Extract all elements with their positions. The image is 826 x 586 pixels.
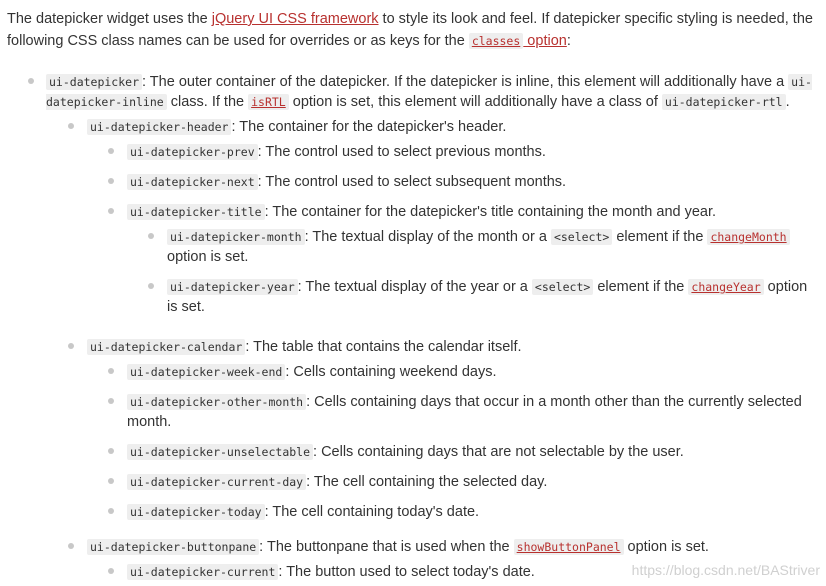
isrtl-option-link[interactable]: isRTL	[248, 94, 289, 110]
item-description: : The button used to select today's date.	[278, 564, 535, 580]
item-datepicker	[46, 72, 818, 112]
select-tag: <select>	[551, 229, 612, 245]
class-name: ui-datepicker-unselectable	[127, 444, 313, 460]
class-name: ui-datepicker-year	[167, 279, 298, 295]
item-next	[127, 172, 817, 192]
class-name: ui-datepicker-buttonpane	[87, 539, 259, 555]
class-name: ui-datepicker-title	[127, 204, 265, 220]
changemonth-option-link[interactable]: changeMonth	[707, 229, 789, 245]
intro-text-3: :	[566, 33, 571, 49]
item-description: : Cells containing weekend days.	[285, 364, 497, 380]
class-name: ui-datepicker-today	[127, 504, 265, 520]
select-tag: <select>	[532, 279, 593, 295]
item-description: : The container for the datepicker's title containing the month and year.	[264, 204, 717, 220]
option-link[interactable]: option	[523, 33, 567, 49]
css-framework-link[interactable]: jQuery UI CSS framework	[211, 11, 379, 27]
item-description: class. If the	[166, 94, 249, 110]
item-month	[167, 227, 817, 267]
bullet-other-month	[108, 398, 114, 404]
bullet-weekend	[108, 368, 114, 374]
bullet-unselectable	[108, 448, 114, 454]
bullet-calendar	[68, 343, 74, 349]
item-description: : The outer container of the datepicker. If the datepicker is inline, this element will additionally have a	[142, 74, 789, 90]
class-name: ui-datepicker-prev	[127, 144, 258, 160]
intro-text-2: to style its look and feel. If datepicker specific styling is needed, the following CSS class names can be used for overrides or as keys for the	[7, 11, 813, 49]
bullet-current	[108, 568, 114, 574]
item-description: option is set.	[167, 249, 249, 265]
class-name: ui-datepicker	[46, 74, 142, 90]
bullet-next	[108, 178, 114, 184]
class-name: ui-datepicker-current-day	[127, 474, 306, 490]
item-today	[127, 502, 817, 522]
class-name: ui-datepicker-other-month	[127, 394, 306, 410]
class-name: ui-datepicker-rtl	[662, 94, 786, 110]
item-other-month	[127, 392, 817, 432]
watermark: https://blog.csdn.net/BAStriver	[631, 562, 820, 578]
item-current-day	[127, 472, 817, 492]
classes-option-link[interactable]: classes	[469, 33, 523, 49]
item-description: .	[785, 94, 790, 110]
item-description: element if the	[593, 279, 689, 295]
class-name: ui-datepicker-next	[127, 174, 258, 190]
bullet-title	[108, 208, 114, 214]
item-calendar	[87, 337, 817, 357]
item-header	[87, 117, 817, 137]
item-year	[167, 277, 817, 317]
item-description: option is set.	[167, 279, 808, 315]
bullet-prev	[108, 148, 114, 154]
item-buttonpane	[87, 537, 817, 557]
bullet-buttonpane	[68, 543, 74, 549]
item-description: : The cell containing the selected day.	[306, 474, 548, 490]
item-description: : The table that contains the calendar itself.	[245, 339, 522, 355]
class-name: ui-datepicker-week-end	[127, 364, 285, 380]
item-description: : The textual display of the year or a	[297, 279, 532, 295]
item-current	[127, 562, 597, 582]
item-description: : The control used to select subsequent months.	[257, 174, 567, 190]
changeyear-option-link[interactable]: changeYear	[688, 279, 763, 295]
intro-paragraph	[7, 8, 819, 52]
bullet-year	[148, 283, 154, 289]
bullet-header	[68, 123, 74, 129]
bullet-current-day	[108, 478, 114, 484]
class-name: ui-datepicker-current	[127, 564, 278, 580]
bullet-month	[148, 233, 154, 239]
item-description: : The buttonpane that is used when the	[259, 539, 514, 555]
item-title	[127, 202, 817, 222]
item-description: : Cells containing days that occur in a month other than the currently selected month.	[127, 394, 802, 430]
class-name: ui-datepicker-header	[87, 119, 231, 135]
class-name: ui-datepicker-month	[167, 229, 305, 245]
intro-text-1: The datepicker widget uses the	[7, 11, 212, 27]
class-name: ui-datepicker-inline	[46, 75, 812, 109]
item-description: : The container for the datepicker's header.	[231, 119, 507, 135]
item-description: : The cell containing today's date.	[264, 504, 480, 520]
item-unselectable	[127, 442, 817, 462]
bullet-today	[108, 508, 114, 514]
bullet-datepicker	[28, 78, 34, 84]
item-description: : The textual display of the month or a	[304, 229, 551, 245]
item-description: : The control used to select previous months.	[257, 144, 546, 160]
showbuttonpanel-option-link[interactable]: showButtonPanel	[514, 539, 624, 555]
item-weekend	[127, 362, 817, 382]
class-name: ui-datepicker-calendar	[87, 339, 245, 355]
item-description: option is set.	[623, 539, 709, 555]
item-description: element if the	[612, 229, 708, 245]
item-description: : Cells containing days that are not selectable by the user.	[313, 444, 684, 460]
item-prev	[127, 142, 817, 162]
item-description: option is set, this element will additionally have a class of	[288, 94, 662, 110]
